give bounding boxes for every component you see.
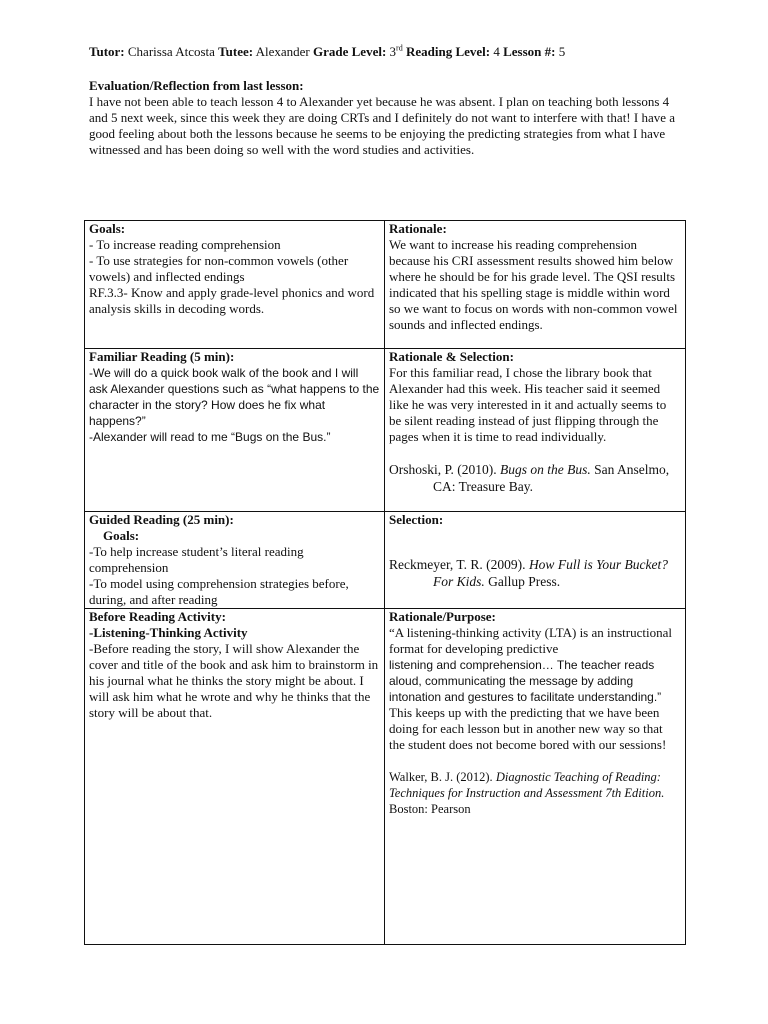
citation-title: Diagnostic Teaching of Reading: Techniques for Instruction and Assessment 7th Edition. <box>389 770 665 800</box>
goal-line: RF.3.3- Know and apply grade-level phonics and word analysis skills in decoding words. <box>89 285 375 316</box>
selection-label: Selection: <box>389 512 444 527</box>
reading-level-label: Reading Level: <box>405 44 491 59</box>
rationale-cell <box>385 221 686 349</box>
before-reading-label: Before Reading Activity: <box>89 609 226 624</box>
before-reading-text: -Before reading the story, I will show Alexander the cover and title of the book and ask him to brainstorm in his journal what he thinks the story might be about. I will ask him what he wrote and why he thinks that the story will be about that. <box>89 641 379 720</box>
rationale-label: Rationale: <box>389 221 447 236</box>
evaluation-title: Evaluation/Reflection from last lesson: <box>89 78 304 93</box>
rationale-purpose-text: This keeps up with the predicting that we have been doing for each lesson but in another new way so that the student does not become bored with our sessions! <box>389 705 667 752</box>
lesson-plan-table <box>84 220 686 945</box>
selection-cell <box>385 512 686 609</box>
rationale-selection-label: Rationale & Selection: <box>389 349 514 364</box>
citation <box>389 461 681 495</box>
reading-level-value: 4 <box>493 44 500 59</box>
guided-goal-line: -To help increase student’s literal reading comprehension <box>89 544 304 575</box>
before-reading-cell <box>85 609 385 945</box>
guided-goal-line: -To model using comprehension strategies before, during, and after reading <box>89 576 349 607</box>
rationale-text: We want to increase his reading comprehension because his CRI assessment results showed him below where he should be for his grade level. The QSI results indicated that his spelling stage is middle within word so we want to focus on words with non-common vowel sounds and inflected endings. <box>389 237 678 332</box>
citation-title: How Full is Your Bucket? For Kids. <box>433 557 668 589</box>
table-row <box>85 221 686 349</box>
table-row <box>85 349 686 512</box>
guided-reading-cell <box>85 512 385 609</box>
lta-quote-part: “A listening-thinking activity (LTA) is an instructional format for developing predictive <box>389 625 672 656</box>
rationale-purpose-label: Rationale/Purpose: <box>389 609 496 624</box>
tutee-label: Tutee: <box>218 44 254 59</box>
goal-line: - To use strategies for non-common vowels (other vowels) and inflected endings <box>89 253 349 284</box>
lesson-number-label: Lesson #: <box>503 44 556 59</box>
goal-line: - To increase reading comprehension <box>89 237 281 252</box>
rationale-selection-cell <box>385 349 686 512</box>
citation-publisher: Gallup Press. <box>488 574 561 589</box>
citation-author: Reckmeyer, T. R. (2009). <box>389 557 526 572</box>
citation-author: Walker, B. J. (2012). <box>389 770 493 784</box>
grade-suffix: rd <box>396 43 403 53</box>
tutor-name: Charissa Atcosta <box>127 44 215 59</box>
guided-goals-label: Goals: <box>103 528 140 543</box>
grade-label: Grade Level: <box>313 44 387 59</box>
guided-reading-label: Guided Reading (25 min): <box>89 512 234 527</box>
lesson-header <box>89 44 565 60</box>
evaluation-body: I have not been able to teach lesson 4 to Alexander yet because he was absent. I plan on teaching both lessons 4 and 5 next week, since this week they are doing CRTs and I definitely do not want to interfere with that! I have a good feeling about both the lessons because he seems to be enjoying the predicting strategies from what I have witnessed and has been doing so well with the word studies and activities. <box>89 94 676 157</box>
familiar-reading-cell <box>85 349 385 512</box>
listening-thinking-label: -Listening-Thinking Activity <box>89 625 248 640</box>
citation <box>389 769 681 817</box>
citation-title: Bugs on the Bus. <box>500 462 591 477</box>
rationale-selection-text: For this familiar read, I chose the library book that Alexander had this week. His teacher said it seemed like he was very interested in it and actually seems to be silent reading instead of just flipping through the pages when it is time to read individually. <box>389 365 667 444</box>
citation <box>389 556 681 590</box>
citation-publisher: Boston: Pearson <box>389 802 471 816</box>
citation-author: Orshoski, P. (2010). <box>389 462 497 477</box>
evaluation-section <box>89 78 689 158</box>
table-row <box>85 609 686 945</box>
lta-quote-part: listening and comprehension… The teacher reads aloud, communicating the message by adding intonation and gestures to facilitate understanding.” <box>389 658 662 704</box>
rationale-purpose-cell <box>385 609 686 945</box>
tutee-name: Alexander <box>255 44 310 59</box>
goals-cell <box>85 221 385 349</box>
citation-publisher: San Anselmo, CA: Treasure Bay. <box>433 462 670 494</box>
tutor-label: Tutor: <box>89 44 125 59</box>
goals-label: Goals: <box>89 221 126 236</box>
familiar-reading-line: -Alexander will read to me “Bugs on the Bus.” <box>89 430 331 444</box>
lesson-number-value: 5 <box>558 44 566 59</box>
familiar-reading-label: Familiar Reading (5 min): <box>89 349 235 364</box>
grade-value: 3 <box>389 44 397 59</box>
table-row <box>85 512 686 609</box>
familiar-reading-line: -We will do a quick book walk of the book and I will ask Alexander questions such as “what happens to the character in the story? How does he fix what happens?” <box>89 366 380 428</box>
